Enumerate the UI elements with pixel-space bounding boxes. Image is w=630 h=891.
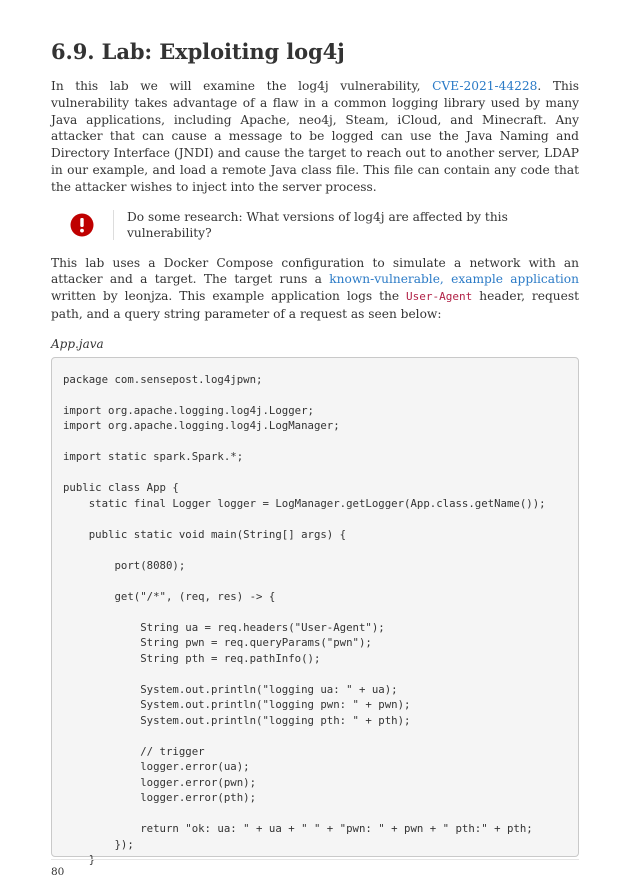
lab-description-paragraph: This lab uses a Docker Compose configuration to simulate a network with an attacker and a target. The target runs a known-vulnerable, example application written by leonjza. This example application logs the User-Agent header, request path, and a query string parameter of a request as seen below: bbox=[51, 255, 579, 321]
code-line bbox=[63, 604, 567, 620]
code-line: public static void main(String[] args) { bbox=[63, 527, 347, 541]
code-line bbox=[63, 573, 567, 589]
code-line: return "ok: ua: " + ua + " " + "pwn: " + pwn + " pth:" + pth; bbox=[63, 822, 533, 836]
code-listing-title: App.java bbox=[51, 336, 104, 351]
footer-divider bbox=[51, 859, 579, 860]
user-agent-inline-code: User-Agent bbox=[406, 290, 473, 304]
code-line bbox=[63, 666, 567, 682]
code-line bbox=[63, 465, 567, 481]
important-icon bbox=[70, 213, 94, 237]
code-line: String pth = req.pathInfo(); bbox=[63, 651, 321, 665]
code-line bbox=[63, 806, 567, 822]
code-line: port(8080); bbox=[63, 558, 186, 572]
code-line: get("/*", (req, res) -> { bbox=[63, 589, 276, 603]
code-line: String pwn = req.queryParams("pwn"); bbox=[63, 636, 372, 650]
code-line: static final Logger logger = LogManager.getLogger(App.class.getName()); bbox=[63, 496, 546, 510]
code-line: logger.error(ua); bbox=[63, 760, 250, 774]
code-line: String ua = req.headers("User-Agent"); bbox=[63, 620, 385, 634]
code-line bbox=[63, 728, 567, 744]
code-line: import org.apache.logging.log4j.Logger; bbox=[63, 403, 314, 417]
cve-link[interactable]: CVE-2021-44228 bbox=[432, 79, 538, 93]
code-line bbox=[63, 434, 567, 450]
page-number: 80 bbox=[51, 866, 65, 878]
admonition-icon-cell bbox=[51, 210, 114, 240]
intro-paragraph: In this lab we will examine the log4j vulnerability, CVE-2021-44228. This vulnerability takes advantage of a flaw in a common logging library used by many Java applications, including Apache, neo4j, Steam, iCloud, and Minecraft. Any attacker that can cause a message to be logged can use the Java Naming and Directory Interface (JNDI) and cause the target to reach out to another server, LDAP in our example, and load a remote Java class file. This file can contain any code that the attacker wishes to inject into the server process. bbox=[51, 79, 579, 194]
code-line: import static spark.Spark.*; bbox=[63, 450, 244, 464]
code-line: logger.error(pwn); bbox=[63, 775, 257, 789]
admonition-text: Do some research: What versions of log4j are affected by this vulnerability? bbox=[127, 209, 508, 240]
code-line bbox=[63, 542, 567, 558]
code-listing bbox=[51, 357, 579, 867]
code-line: package com.sensepost.log4jpwn; bbox=[63, 372, 263, 386]
code-line: }); bbox=[63, 837, 134, 851]
code-line: System.out.println("logging ua: " + ua); bbox=[63, 682, 398, 696]
code-line: System.out.println("logging pth: " + pth); bbox=[63, 713, 411, 727]
code-line: } bbox=[63, 853, 96, 867]
page-content bbox=[51, 38, 579, 867]
code-line bbox=[63, 387, 567, 403]
code-line: import org.apache.logging.log4j.LogManager; bbox=[63, 419, 340, 433]
example-application-link[interactable]: known-vulnerable, example application bbox=[329, 272, 579, 287]
section-title: 6.9. Lab: Exploiting log4j bbox=[51, 39, 345, 64]
important-admonition bbox=[51, 210, 579, 240]
code-block bbox=[63, 372, 567, 868]
code-line: // trigger bbox=[63, 744, 205, 758]
code-line bbox=[63, 511, 567, 527]
code-line: System.out.println("logging pwn: " + pwn); bbox=[63, 698, 411, 712]
code-line: logger.error(pth); bbox=[63, 791, 257, 805]
code-line: public class App { bbox=[63, 481, 179, 495]
